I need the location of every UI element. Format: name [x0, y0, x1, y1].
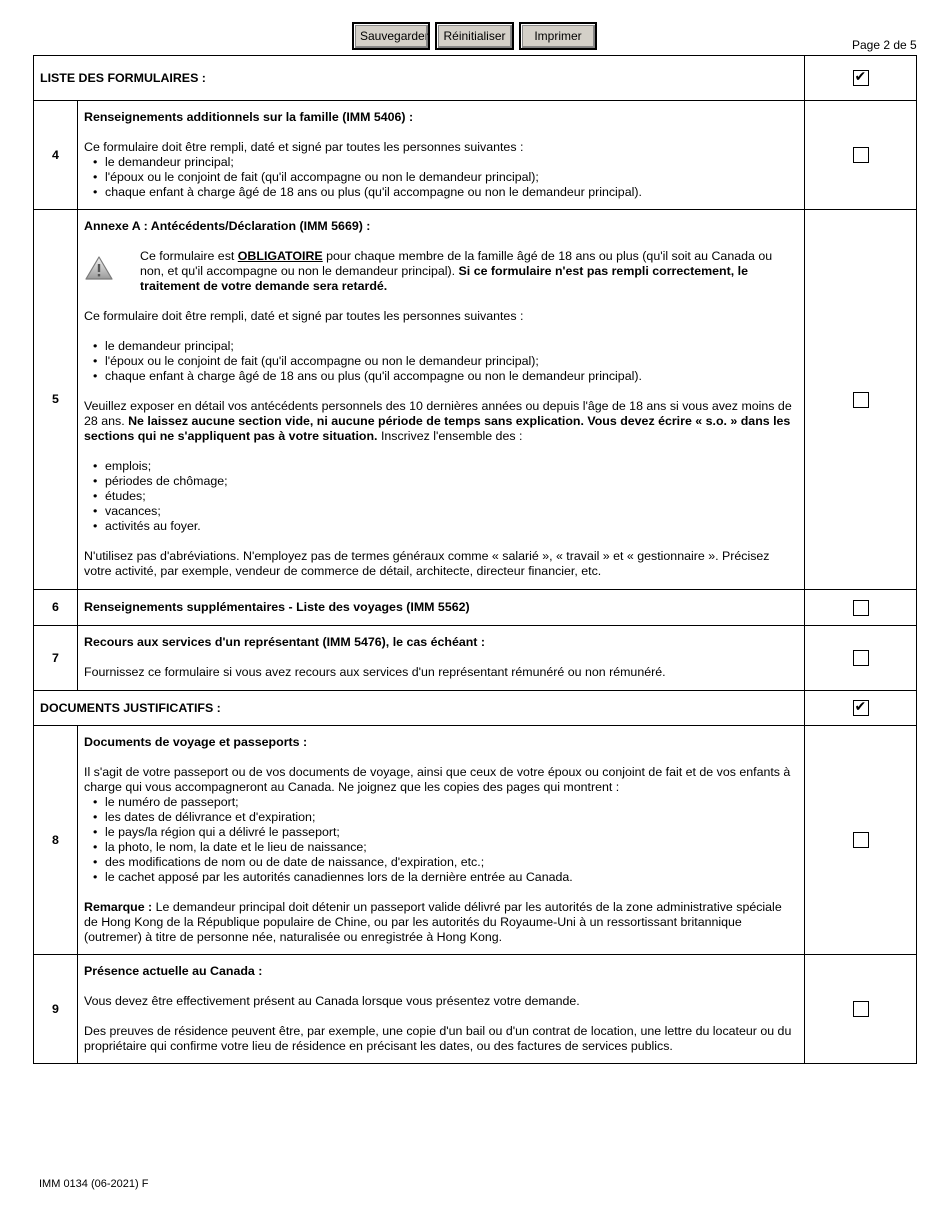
list-item: • le demandeur principal; [84, 155, 796, 170]
item-8-row [34, 726, 917, 955]
item-8-title: Documents de voyage et passeports : [84, 735, 308, 749]
item-9-title: Présence actuelle au Canada : [84, 964, 263, 978]
list-item: • activités au foyer. [84, 519, 796, 534]
history-text-bold: Ne laissez aucune section vide, ni aucune période de temps sans explication. Vous devez écrire « s.o. » dans les sections qui ne s'appliquent pas à votre situation. [84, 414, 791, 443]
warning-text-pre: Ce formulaire est [140, 249, 238, 263]
item-5-checkbox[interactable] [853, 392, 869, 408]
list-item: • chaque enfant à charge âgé de 18 ans ou plus (qu'il accompagne ou non le demandeur principal). [84, 369, 796, 384]
warning-text-mid: pour chaque membre de la famille âgé de 18 ans ou plus (qu'il soit au Canada ou non, et qu'il accompagne ou non le demandeur principal). [140, 249, 773, 278]
item-4-number: 4 [34, 101, 78, 210]
list-item: • périodes de chômage; [84, 474, 796, 489]
note-text: Le demandeur principal doit détenir un passeport valide délivré par les autorités de la zone administrative spéciale de Hong Kong de la République populaire de Chine, ou par les autorités du Royaume-Uni à un ressortissant britannique (outremer) à titre de personne née, naturalisée ou enregistrée à Hong Kong. [84, 900, 782, 944]
save-button[interactable]: Sauvegarder [352, 22, 430, 50]
item-7-checkbox[interactable] [853, 650, 869, 666]
item-5-abbrev-note: N'utilisez pas d'abréviations. N'employez pas de termes généraux comme « salarié », « travail » et « gestionnaire ». Précisez votre activité, par exemple, vendeur de commerce de détail, architecte, directeur financier, etc. [84, 549, 770, 578]
item-7-title: Recours aux services d'un représentant (IMM 5476), le cas échéant : [84, 635, 485, 649]
list-item: • emplois; [84, 459, 796, 474]
list-item: • vacances; [84, 504, 796, 519]
list-item: • études; [84, 489, 796, 504]
item-4-checkbox[interactable] [853, 147, 869, 163]
item-6-checkbox[interactable] [853, 600, 869, 616]
item-7-row [34, 626, 917, 691]
reset-button[interactable]: Réinitialiser [435, 22, 514, 50]
warning-text-bold: Si ce formulaire n'est pas rempli correctement, le traitement de votre demande sera retardé. [140, 264, 748, 293]
list-item: • les dates de délivrance et d'expiration; [84, 810, 796, 825]
section-forms-row [34, 56, 917, 101]
list-item: • la photo, le nom, la date et le lieu de naissance; [84, 840, 796, 855]
item-6-title: Renseignements supplémentaires - Liste des voyages (IMM 5562) [84, 600, 470, 614]
list-item: • le cachet apposé par les autorités canadiennes lors de la dernière entrée au Canada. [84, 870, 796, 885]
warning-mandatory: OBLIGATOIRE [237, 249, 323, 263]
item-5-number: 5 [34, 210, 78, 590]
history-text-pre: Veuillez exposer en détail vos antécédents personnels des 10 dernières années ou depuis l'âge de 18 ans si vous avez moins de 28 ans. [84, 399, 792, 428]
list-item: • le demandeur principal; [84, 339, 796, 354]
note-label: Remarque : [84, 900, 153, 914]
item-5-title: Annexe A : Antécédents/Déclaration (IMM 5669) : [84, 219, 371, 233]
section-docs-title: DOCUMENTS JUSTIFICATIFS : [34, 691, 805, 726]
item-4-list [84, 155, 796, 200]
item-4-intro: Ce formulaire doit être rempli, daté et signé par toutes les personnes suivantes : [84, 140, 524, 154]
item-9-text-1: Vous devez être effectivement présent au Canada lorsque vous présentez votre demande. [84, 994, 580, 1008]
item-5-history [84, 399, 796, 444]
list-item: • le numéro de passeport; [84, 795, 796, 810]
item-9-row [34, 955, 917, 1064]
list-item: • des modifications de nom ou de date de naissance, d'expiration, etc.; [84, 855, 796, 870]
item-7-number: 7 [34, 626, 78, 691]
item-5-history-list [84, 459, 796, 534]
toolbar-buttons [352, 22, 597, 50]
item-6-number: 6 [34, 590, 78, 626]
section-docs-checkbox[interactable] [853, 700, 869, 716]
checkmark-icon: ✔ [854, 699, 867, 715]
checkmark-icon: ✔ [854, 69, 867, 85]
checklist-table [33, 55, 917, 1064]
section-forms-checkbox[interactable] [853, 70, 869, 86]
item-8-note [84, 900, 796, 945]
section-forms-title: LISTE DES FORMULAIRES : [34, 56, 805, 101]
print-button[interactable]: Imprimer [519, 22, 597, 50]
section-docs-row [34, 691, 917, 726]
item-4-row [34, 101, 917, 210]
list-item: • chaque enfant à charge âgé de 18 ans ou plus (qu'il accompagne ou non le demandeur principal). [84, 185, 796, 200]
item-4-title: Renseignements additionnels sur la famille (IMM 5406) : [84, 110, 414, 124]
item-5-list [84, 339, 796, 384]
warning-triangle-icon [84, 249, 140, 285]
item-9-checkbox[interactable] [853, 1001, 869, 1017]
item-9-text-2: Des preuves de résidence peuvent être, par exemple, une copie d'un bail ou d'un contrat de location, une lettre du locateur ou du propriétaire qui confirme votre lieu de résidence en précisant les dates, ou des factures de services publics. [84, 1024, 792, 1053]
item-5-intro: Ce formulaire doit être rempli, daté et signé par toutes les personnes suivantes : [84, 309, 524, 323]
warning-box [84, 249, 796, 294]
item-8-number: 8 [34, 726, 78, 955]
list-item: • l'époux ou le conjoint de fait (qu'il accompagne ou non le demandeur principal); [84, 354, 796, 369]
item-8-list [84, 795, 796, 885]
item-5-row [34, 210, 917, 590]
form-code-footer: IMM 0134 (06-2021) F [39, 1178, 149, 1190]
item-8-intro: Il s'agit de votre passeport ou de vos documents de voyage, ainsi que ceux de votre époux ou conjoint de fait et de vos enfants à charge qui vous accompagneront au Canada. Ne joignez que les copies des pages qui montrent : [84, 765, 791, 794]
item-8-checkbox[interactable] [853, 832, 869, 848]
page-number: Page 2 de 5 [852, 38, 917, 52]
item-7-text: Fournissez ce formulaire si vous avez recours aux services d'un représentant rémunéré ou non rémunéré. [84, 665, 666, 679]
item-9-number: 9 [34, 955, 78, 1064]
item-6-row [34, 590, 917, 626]
list-item: • le pays/la région qui a délivré le passeport; [84, 825, 796, 840]
toolbar [0, 22, 950, 52]
list-item: • l'époux ou le conjoint de fait (qu'il accompagne ou non le demandeur principal); [84, 170, 796, 185]
history-text-post: Inscrivez l'ensemble des : [377, 429, 523, 443]
